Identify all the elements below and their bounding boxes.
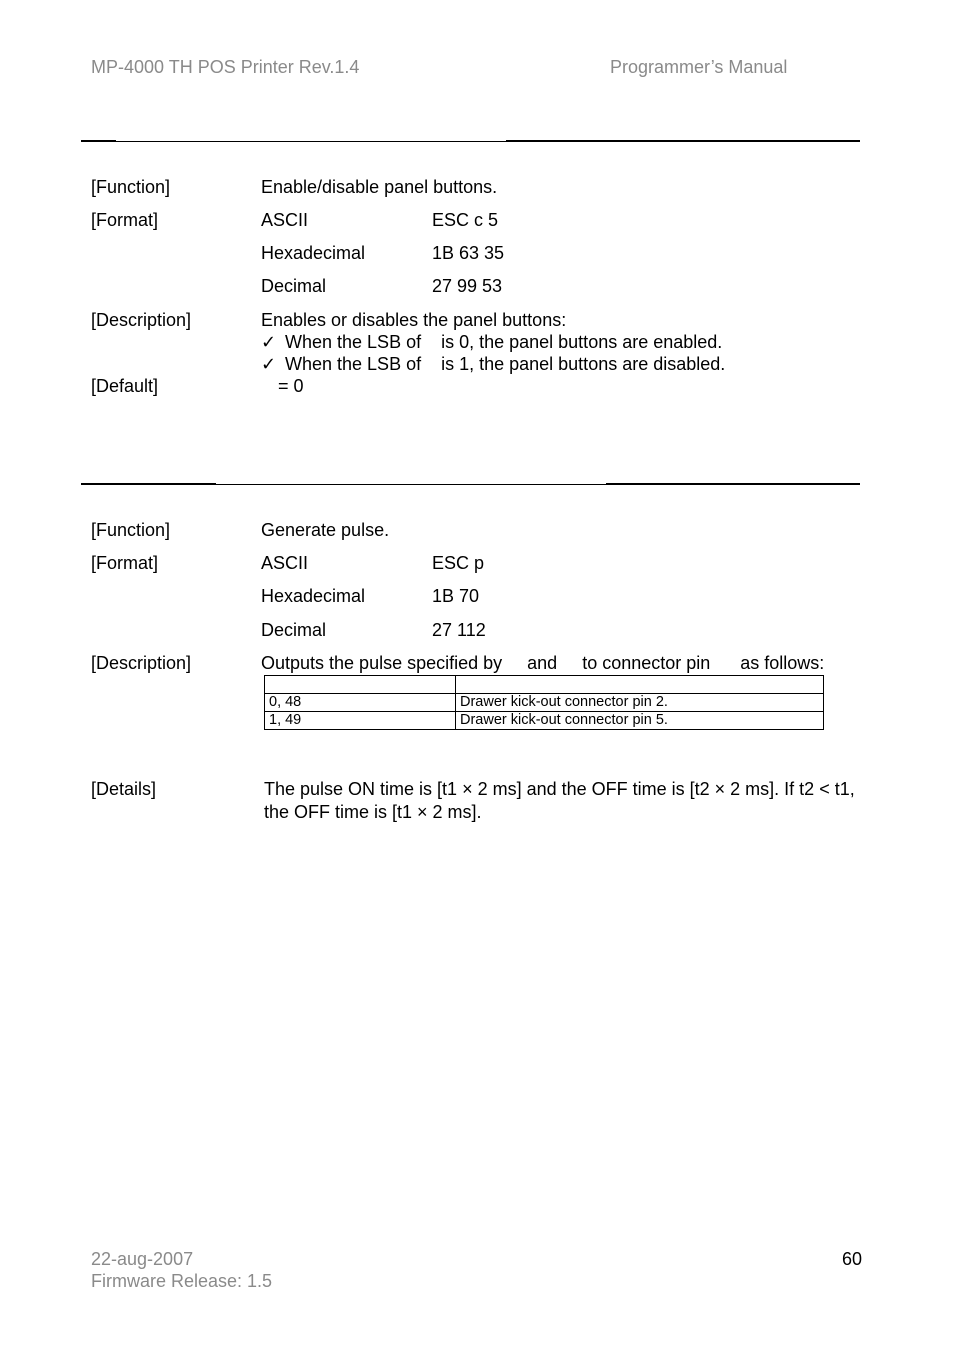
section-divider	[81, 483, 860, 485]
footer-firmware: Firmware Release: 1.5	[91, 1271, 273, 1291]
format-kind: Hexadecimal	[261, 586, 366, 606]
header-title: MP-4000 TH POS Printer Rev.1.4	[91, 57, 360, 77]
format-value: ESC c 5	[432, 210, 499, 230]
page-number: 60	[842, 1249, 863, 1269]
format-value: 1B 70	[432, 586, 480, 606]
table-cell: Drawer kick-out connector pin 5.	[456, 712, 824, 730]
checkmark-icon: ✓	[261, 332, 277, 352]
description-label: [Description]	[91, 653, 192, 673]
format-kind: ASCII	[261, 553, 309, 573]
format-kind: Decimal	[261, 276, 327, 296]
default-text: = 0	[278, 376, 304, 396]
connector-pin-table	[264, 675, 824, 730]
format-kind: Hexadecimal	[261, 243, 366, 263]
description-label: [Description]	[91, 310, 192, 330]
format-value: 27 99 53	[432, 276, 503, 296]
table-header-cell	[265, 676, 456, 694]
function-label: [Function]	[91, 520, 171, 540]
function-text: Enable/disable panel buttons.	[261, 177, 498, 197]
format-kind: Decimal	[261, 620, 327, 640]
bullet-item	[261, 354, 725, 375]
checkmark-icon: ✓	[261, 354, 277, 374]
function-text: Generate pulse.	[261, 520, 390, 540]
format-label: [Format]	[91, 553, 159, 573]
details-text: The pulse ON time is [t1 × 2 ms] and the OFF time is [t2 × 2 ms]. If t2 < t1, the OFF time is [t1 × 2 ms].	[264, 779, 855, 822]
bullet-text: When the LSB of is 0, the panel buttons are enabled.	[285, 332, 723, 352]
bullet-item	[261, 332, 722, 353]
table-cell: 1, 49	[265, 712, 456, 730]
section-divider	[81, 140, 860, 142]
description-text: Outputs the pulse specified by and to connector pin as follows:	[261, 653, 825, 673]
details-label: [Details]	[91, 779, 157, 799]
function-label: [Function]	[91, 177, 171, 197]
format-kind: ASCII	[261, 210, 309, 230]
table-row	[265, 712, 824, 730]
table-cell: Drawer kick-out connector pin 2.	[456, 694, 824, 712]
description-text: Enables or disables the panel buttons:	[261, 310, 567, 330]
format-label: [Format]	[91, 210, 159, 230]
default-label: [Default]	[91, 376, 159, 396]
format-value: 27 112	[432, 620, 486, 640]
table-header-cell	[456, 676, 824, 694]
footer-date: 22-aug-2007	[91, 1249, 194, 1269]
table-cell: 0, 48	[265, 694, 456, 712]
header-manual: Programmer’s Manual	[610, 57, 788, 77]
table-row	[265, 694, 824, 712]
bullet-text: When the LSB of is 1, the panel buttons are disabled.	[285, 354, 726, 374]
format-value: ESC p	[432, 553, 485, 573]
table-header-row	[265, 676, 824, 694]
format-value: 1B 63 35	[432, 243, 505, 263]
